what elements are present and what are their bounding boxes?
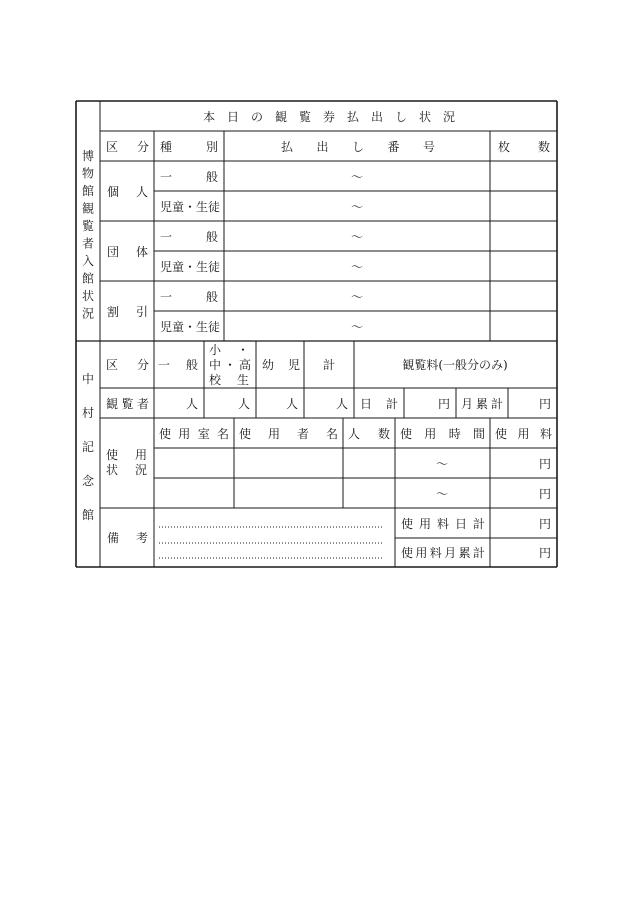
fee-header: 観覧料(一般分のみ) <box>402 358 508 372</box>
side-label-char: 博 <box>81 149 95 163</box>
serial-header: 払出し番号 <box>281 140 436 154</box>
range-cell: 〜 <box>350 320 364 334</box>
unit-person: 人 <box>335 397 348 411</box>
unit-person: 人 <box>237 397 250 411</box>
remarks-label: 備考 <box>107 531 149 545</box>
usage-label-char: 用 <box>135 448 148 462</box>
unit-yen: 円 <box>538 546 551 560</box>
type-cell: 一般 <box>160 290 219 304</box>
fee-header: 使用料 <box>495 427 553 441</box>
range-cell: 〜 <box>350 230 364 244</box>
fee-month-total-label: 使用料月累計 <box>401 546 486 560</box>
side-label-char: 覧 <box>81 219 95 233</box>
range-cell: 〜 <box>350 290 364 304</box>
range-cell: 〜 <box>350 200 364 214</box>
group-label: 割引 <box>107 305 149 319</box>
usage-label-char: 使 <box>106 448 119 462</box>
visitors-row-label: 観覧者 <box>106 397 150 411</box>
side-label-char: 状 <box>81 289 95 303</box>
unit-yen: 円 <box>538 397 551 411</box>
side-label-char: 館 <box>81 271 95 286</box>
group-label: 団体 <box>107 245 149 259</box>
fee-day-total-label: 使用料日計 <box>401 517 486 531</box>
type-cell: 児童・生徒 <box>160 200 221 214</box>
remarks-lines <box>159 527 384 558</box>
museum-side-label <box>82 148 94 321</box>
range-cell: 〜 <box>350 260 364 274</box>
usage-time-cell: 〜 <box>435 457 449 471</box>
usage-label <box>106 447 147 477</box>
usage-label-char: 状 <box>106 463 119 477</box>
type-cell: 児童・生徒 <box>160 260 221 274</box>
side-label-char: 念 <box>81 474 95 488</box>
students-header-line1: 小・ <box>209 343 250 357</box>
form-grid <box>76 101 557 567</box>
nakamura-side-label <box>82 371 95 522</box>
usage-label-char: 況 <box>135 463 148 477</box>
general-header: 一般 <box>158 358 199 372</box>
side-label-char: 中 <box>81 372 95 386</box>
month-total-label: 月累計 <box>461 397 504 411</box>
group-label: 個人 <box>107 185 149 199</box>
category-header: 区分 <box>106 358 150 372</box>
type-cell: 一般 <box>160 170 219 184</box>
type-cell: 児童・生徒 <box>160 320 221 334</box>
side-label-char: 物 <box>81 166 95 181</box>
students-header-line2: 中・高 <box>209 358 252 372</box>
unit-person: 人 <box>185 397 198 411</box>
day-total-label: 日計 <box>360 397 399 411</box>
side-label-char: 者 <box>81 236 95 251</box>
unit-yen: 円 <box>538 517 551 531</box>
side-label-char: 観 <box>81 201 95 216</box>
museum-title: 本日の観覧券払出し状況 <box>203 110 456 124</box>
time-header: 使用時間 <box>400 427 486 441</box>
side-label-char: 況 <box>81 306 95 321</box>
type-header: 種別 <box>160 140 219 154</box>
usage-time-cell: 〜 <box>435 487 449 501</box>
side-label-char: 館 <box>81 508 95 522</box>
side-label-char: 館 <box>81 184 95 198</box>
side-label-char: 記 <box>81 440 95 454</box>
count-header: 枚数 <box>498 140 551 154</box>
students-header-line3: 校生 <box>209 373 250 387</box>
unit-person: 人 <box>285 397 298 411</box>
side-label-char: 村 <box>81 406 95 420</box>
unit-yen: 円 <box>538 487 551 501</box>
side-label-char: 入 <box>81 254 95 268</box>
infants-header: 幼児 <box>262 358 301 372</box>
people-header: 人数 <box>348 427 391 441</box>
total-header: 計 <box>322 358 336 372</box>
unit-yen: 円 <box>437 397 450 411</box>
unit-yen: 円 <box>538 457 551 471</box>
type-cell: 一般 <box>160 230 219 244</box>
room-header: 使用室名 <box>159 427 230 441</box>
category-header: 区分 <box>106 140 150 154</box>
range-cell: 〜 <box>350 170 364 184</box>
user-header: 使用者名 <box>239 427 339 441</box>
